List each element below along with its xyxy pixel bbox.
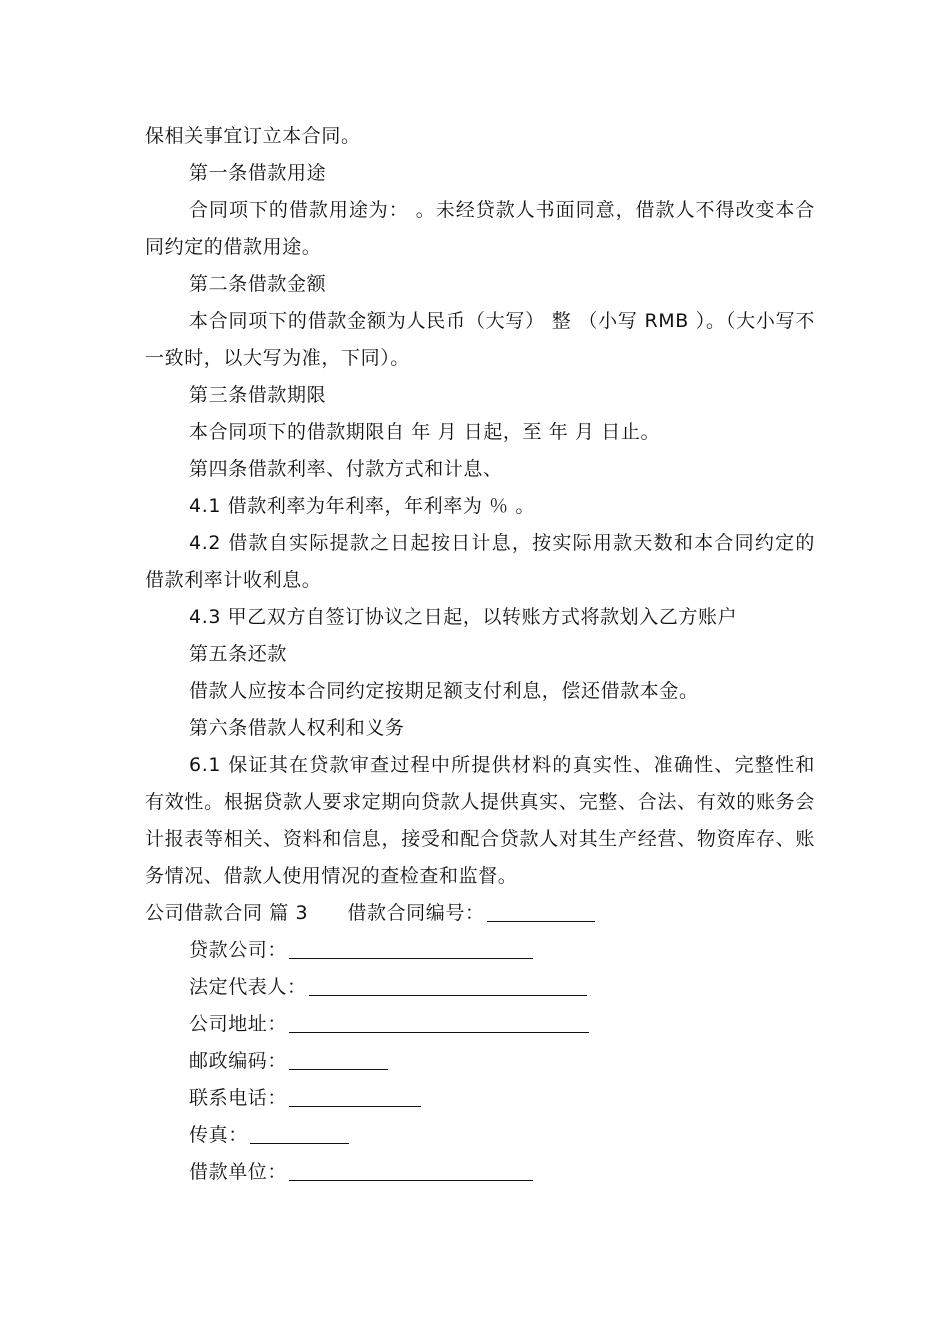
field-company-address xyxy=(145,1006,815,1043)
field-label: 借款单位： xyxy=(189,1161,288,1183)
article-3-heading: 第三条借款期限 xyxy=(189,384,327,406)
field-label: 法定代表人： xyxy=(189,976,307,998)
clause-4-3: 4.3 甲乙双方自签订协议之日起，以转账方式将款划入乙方账户 xyxy=(189,606,738,628)
contract-3-heading: 公司借款合同 篇 3 借款合同编号： xyxy=(145,902,485,924)
article-1-body: 合同项下的借款用途为： 。未经贷款人书面同意，借款人不得改变本合同约定的借款用途。 xyxy=(145,199,815,258)
field-blank xyxy=(309,973,587,996)
field-fax xyxy=(145,1117,815,1154)
field-label: 邮政编码： xyxy=(189,1050,288,1072)
field-lender-company xyxy=(145,932,815,969)
field-legal-representative xyxy=(145,969,815,1006)
document-body xyxy=(145,118,815,1191)
article-4-heading: 第四条借款利率、付款方式和计息、 xyxy=(189,458,503,480)
article-6-heading: 第六条借款人权利和义务 xyxy=(189,717,405,739)
field-label: 公司地址： xyxy=(189,1013,288,1035)
field-label: 联系电话： xyxy=(189,1087,288,1109)
field-blank xyxy=(289,1010,589,1033)
article-1-heading: 第一条借款用途 xyxy=(189,162,327,184)
field-label: 传真： xyxy=(189,1124,248,1146)
clause-4-1: 4.1 借款利率为年利率，年利率为 ％ 。 xyxy=(189,495,535,517)
article-2-body: 本合同项下的借款金额为人民币（大写） 整 （小写 RMB ）。（大小写不一致时，以大写为准，下同）。 xyxy=(145,310,815,369)
field-blank xyxy=(289,1158,533,1181)
field-postal-code xyxy=(145,1043,815,1080)
field-label: 贷款公司： xyxy=(189,939,288,961)
article-5-body: 借款人应按本合同约定按期足额支付利息，偿还借款本金。 xyxy=(189,680,699,702)
field-borrower-unit xyxy=(145,1154,815,1191)
contract-3-heading-line xyxy=(145,895,815,932)
field-blank xyxy=(289,1084,421,1107)
paragraph-intro-end: 保相关事宜订立本合同。 xyxy=(145,125,361,147)
article-5-heading: 第五条还款 xyxy=(189,643,288,665)
article-2-heading: 第二条借款金额 xyxy=(189,273,327,295)
field-phone xyxy=(145,1080,815,1117)
contract-number-blank xyxy=(487,899,595,922)
field-blank xyxy=(250,1121,349,1144)
field-blank xyxy=(289,1047,388,1070)
clause-6-1: 6.1 保证其在贷款审查过程中所提供材料的真实性、准确性、完整性和有效性。根据贷款人要求定期向贷款人提供真实、完整、合法、有效的账务会计报表等相关、资料和信息，接受和配合贷款人对其生产经营、物资库存、账务情况、借款人使用情况的查检查和监督。 xyxy=(145,754,815,887)
field-blank xyxy=(289,936,533,959)
article-3-body: 本合同项下的借款期限自 年 月 日起，至 年 月 日止。 xyxy=(189,421,661,443)
clause-4-2: 4.2 借款自实际提款之日起按日计息，按实际用款天数和本合同约定的借款利率计收利息。 xyxy=(145,532,815,591)
